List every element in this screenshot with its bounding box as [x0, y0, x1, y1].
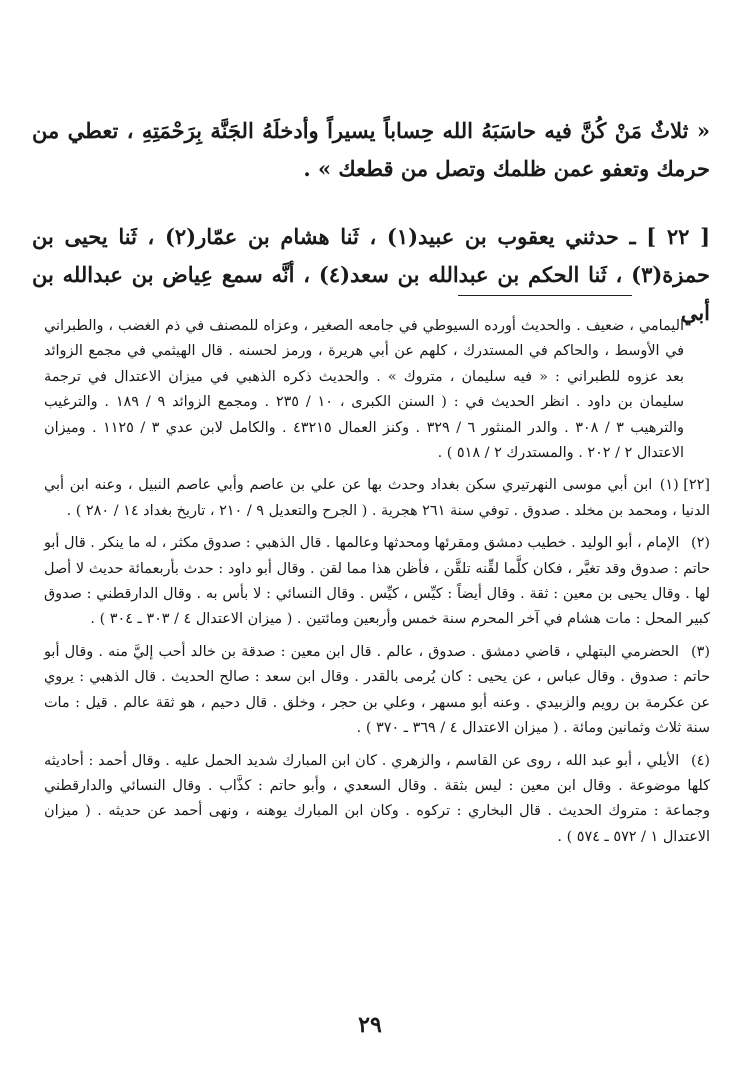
footnote-text: الأيلي ، أبو عبد الله ، روى عن القاسم ، والزهري . كان ابن المبارك شديد الحمل عليه . وقال أحمد : أحاديثه كلها موضوعة . وقال ابن معين : ليس بثقة . وقال السعدي ، وأبو حاتم : كذَّاب . وقال النسائي والدارقطني وجماعة : متروك الحديث . قال البخاري : تركوه . وكان ابن المبارك يوهنه ، ونهى أحمد عن حديثه . ( ميزان الاعتدال ١ / ٥٧٢ ـ ٥٧٤ ) .	[44, 752, 710, 845]
isnad-text: [ ٢٢ ] ـ حدثني يعقوب بن عبيد(١) ، ثَنا هشام بن عمّار(٢) ، ثَنا يحيى بن حمزة(٣) ، ثَنا الحكم بن عبدالله بن سعد(٤) ، أنَّه سمع عِياض بن عبدالله بن أبي	[32, 224, 711, 325]
footnote-text: ابن أبي موسى النهرتيري سكن بغداد وحدث بها عن علي بن عاصم وأبي عاصم النبيل ،	[127, 477, 653, 494]
footnote-text: الإمام ، أبو الوليد . خطيب دمشق ومقرئها ومحدثها وعالمها . قال الذهبي : صدوق مكثر ، له ما ينكر . قال أبو حاتم : صدوق وقد تغيَّر ، فكان كلَّما لقِّنه تلقَّن ، فأظن هذا مما لقن . وقال أبو داود : حدث بأربعمائة حديث لا أصل لها . وقال يحيى بن معين : ثقة . وقال أيضاً : كيِّس ، كيِّس . وقال النسائي : لا بأس به . وقال الدارقطني : صدوق كبير المحل : مات هشام في آخر المحرم سنة خمس وأربعين ومائتين . ( ميزان الاعتدال ٤ / ٣٠٣ ـ ٣٠٤ ) .	[43, 535, 710, 628]
footnote-separator	[458, 295, 632, 296]
footnote-number: (٤)	[691, 752, 710, 769]
main-text	[32, 112, 710, 332]
footnotes	[44, 314, 710, 850]
page-number: ٢٩	[358, 1012, 382, 1038]
footnote-1	[44, 473, 710, 524]
hadith-text: « ثلاثٌ مَنْ كُنَّ فيه حاسَبَهُ الله حِساباً يسيراً وأدخلَهُ الجَنَّة بِرَحْمَتِهِ ، تعطي من حرمك وتعفو عمن ظلمك وتصل من قطعك » .	[32, 118, 710, 181]
footnote-number: [٢٢] (١)	[659, 477, 711, 494]
footnote-text: الحضرمي البتهلي ، قاضي دمشق . صدوق ، عالم . قال ابن معين : صدقة بن خالد أحب إليَّ منه . وقال أبو حاتم : صدوق . وقال عباس ، عن يحيى : كان يُرمى بالقدر . وقال ابن سعد : صالح الحديث . قال الذهبي : يروي عن عكرمة بن رويم والزبيدي . وعنه أبو مسهر ، وعلي بن حجر ، وخلق . قال دحيم ، هو ثقة عالم . قيل : مات سنة ثلاث وثمانين ومائة . ( ميزان الاعتدال ٤ / ٣٦٩ ـ ٣٧٠ ) .	[44, 643, 710, 737]
footnote-number: (٣)	[691, 643, 710, 660]
footnote-3	[44, 640, 710, 742]
footnote-text-continued: وعنه ابن أبي الدنيا ، ومحمد بن مخلد . صدوق . توفي سنة ٢٦١ هجرية . ( الجرح والتعديل ٩ / ٢١٠ ، تاريخ بغداد ١٤ / ٢٨٠ ) .	[44, 477, 710, 519]
footnote-number: (٢)	[691, 535, 710, 552]
footnote-continuation: اليمامي ، ضعيف . والحديث أورده السيوطي في جامعه الصغير ، وعزاه للمصنف في ذم الغضب ، والطبراني في الأوسط ، والحاكم في المستدرك ، كلهم عن أبي هريرة ، ورمز لحسنه . قال الهيثمي في مجمع الزوائد بعد عزوه للطبراني : « فيه سليمان ، متروك » . والحديث ذكره الذهبي في ميزان الاعتدال في ترجمة سليمان بن داود . انظر الحديث في : ( السنن الكبرى ، ١٠ / ٢٣٥ . ومجمع الزوائد ٩ / ١٨٩ . والترغيب والترهيب ٣ / ٣٠٨ . والدر المنثور ٦ / ٣٢٩ . وكنز العمال ٤٣٢١٥ . والكامل لابن عدي ٣ / ١١٢٥ . وميزان الاعتدال ٢ / ٢٠٢ . والمستدرك ٢ / ٥١٨ ) .	[44, 318, 684, 462]
footnote-4	[44, 749, 710, 851]
footnote-2	[44, 531, 710, 633]
